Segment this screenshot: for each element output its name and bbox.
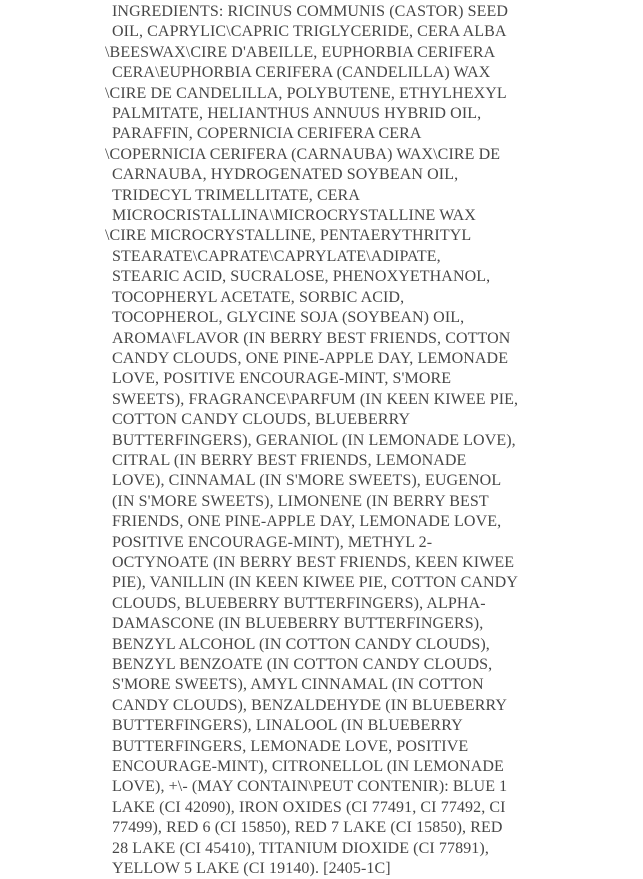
text-line: PALMITATE, HELIANTHUS ANNUUS HYBRID OIL, [112,105,482,123]
text-line: AROMA\FLAVOR (IN BERRY BEST FRIENDS, COTTON [112,329,511,347]
text-line: SWEETS), FRAGRANCE\PARFUM (IN KEEN KIWEE PIE, [112,390,519,408]
text-line: \COPERNICIA CERIFERA (CARNAUBA) WAX\CIRE DE [105,145,501,163]
text-line: PARAFFIN, COPERNICIA CERIFERA CERA [112,125,422,143]
text-line: YELLOW 5 LAKE (CI 19140). [2405-1C] [112,860,391,878]
text-line: TOCOPHERYL ACETATE, SORBIC ACID, [112,288,405,306]
text-line: (IN S'MORE SWEETS), LIMONENE (IN BERRY BEST [112,492,489,510]
text-line: COTTON CANDY CLOUDS, BLUEBERRY [112,411,411,429]
text-line: CARNAUBA, HYDROGENATED SOYBEAN OIL, [112,166,459,184]
text-line: POSITIVE ENCOURAGE-MINT), METHYL 2- [112,533,433,551]
text-line: S'MORE SWEETS), AMYL CINNAMAL (IN COTTON [112,676,484,694]
text-line: \CIRE MICROCRYSTALLINE, PENTAERYTHRITYL [105,227,472,245]
text-line: BENZYL ALCOHOL (IN COTTON CANDY CLOUDS), [112,635,490,653]
text-line: 77499), RED 6 (CI 15850), RED 7 LAKE (CI 15850), RED [112,819,503,837]
text-line: \BEESWAX\CIRE D'ABEILLE, EUPHORBIA CERIFERA [105,43,496,61]
text-line: BENZYL BENZOATE (IN COTTON CANDY CLOUDS, [112,656,493,673]
text-line: LOVE), +\- (MAY CONTAIN\PEUT CONTENIR): BLUE 1 [112,778,508,796]
text-line: CITRAL (IN BERRY BEST FRIENDS, LEMONADE [112,451,467,469]
text-line: INGREDIENTS: RICINUS COMMUNIS (CASTOR) SEED [112,3,509,20]
text-line: STEARIC ACID, SUCRALOSE, PHENOXYETHANOL, [112,268,491,286]
text-line: ENCOURAGE-MINT), CITRONELLOL (IN LEMONADE [112,758,504,776]
text-line: CANDY CLOUDS), BENZALDEHYDE (IN BLUEBERRY [112,696,508,714]
ingredients-text [105,2,643,879]
text-line: BUTTERFINGERS), LINALOOL (IN BLUEBERRY [112,717,463,735]
text-line: \CIRE DE CANDELILLA, POLYBUTENE, ETHYLHEXYL [105,84,507,102]
text-line: 28 LAKE (CI 45410), TITANIUM DIOXIDE (CI 77891), [112,839,489,857]
text-line: OIL, CAPRYLIC\CAPRIC TRIGLYCERIDE, CERA ALBA [112,23,507,41]
text-line: FRIENDS, ONE PINE-APPLE DAY, LEMONADE LOVE, [112,513,502,531]
text-line: CANDY CLOUDS, ONE PINE-APPLE DAY, LEMONADE [112,349,509,367]
text-line: TRIDECYL TRIMELLITATE, CERA [112,186,361,204]
text-line: CLOUDS, BLUEBERRY BUTTERFINGERS), ALPHA- [112,594,486,612]
text-line: STEARATE\CAPRATE\CAPRYLATE\ADIPATE, [112,247,441,265]
text-line: BUTTERFINGERS, LEMONADE LOVE, POSITIVE [112,737,469,755]
text-line: BUTTERFINGERS), GERANIOL (IN LEMONADE LOVE), [112,431,516,449]
text-line: OCTYNOATE (IN BERRY BEST FRIENDS, KEEN KIWEE [112,553,515,571]
text-line: LAKE (CI 42090), IRON OXIDES (CI 77491, CI 77492, CI [112,798,506,816]
text-line: PIE), VANILLIN (IN KEEN KIWEE PIE, COTTON CANDY [112,574,518,592]
text-line: CERA\EUPHORBIA CERIFERA (CANDELILLA) WAX [112,64,491,82]
text-line: TOCOPHEROL, GLYCINE SOJA (SOYBEAN) OIL, [112,309,465,327]
text-line: LOVE), CINNAMAL (IN S'MORE SWEETS), EUGENOL [112,472,502,490]
text-line: MICROCRISTALLINA\MICROCRYSTALLINE WAX [112,207,476,225]
text-line: DAMASCONE (IN BLUEBERRY BUTTERFINGERS), [112,615,484,633]
text-line: LOVE, POSITIVE ENCOURAGE-MINT, S'MORE [112,370,452,388]
